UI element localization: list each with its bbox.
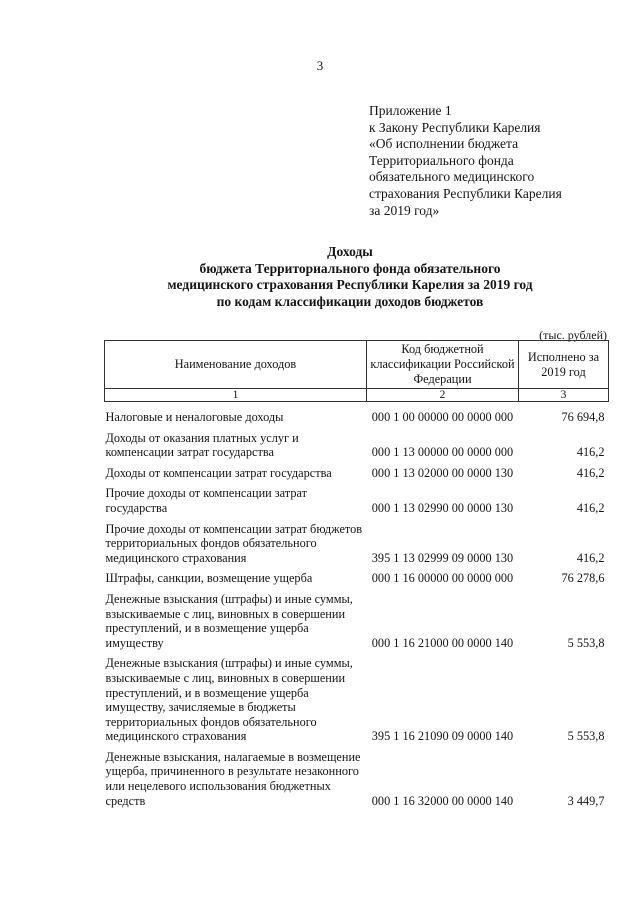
column-number: 3: [519, 389, 609, 402]
column-number: 2: [367, 389, 519, 402]
table-row: [105, 519, 609, 569]
table-row: [105, 428, 609, 463]
row-code: 000 1 16 00000 00 0000 000: [371, 571, 514, 586]
row-code: 000 1 00 00000 00 0000 000: [371, 410, 514, 424]
table-row: [105, 747, 609, 811]
table-row: [105, 568, 609, 589]
header-amount: Исполнено за 2019 год: [519, 341, 609, 389]
row-code: 000 1 13 00000 00 0000 000: [371, 445, 514, 460]
appendix-line: Приложение 1: [369, 103, 452, 118]
document-title: [100, 244, 600, 310]
row-name: Доходы от компенсации затрат государства: [105, 465, 332, 480]
row-code: 395 1 16 21090 09 0000 140: [371, 729, 514, 744]
row-amount: 76 278,6: [561, 571, 605, 586]
row-code: 000 1 16 21000 00 0000 140: [371, 635, 514, 650]
row-name: Денежные взыскания, налагаемые в возмещение ущерба, причиненного в результате незаконного или нецелевого использования бюджетных средств: [105, 749, 361, 808]
title-line: медицинского страхования Республики Карелия за 2019 год: [167, 277, 533, 292]
row-amount: 416,2: [576, 550, 605, 565]
row-amount: 416,2: [576, 500, 605, 515]
appendix-line: обязательного медицинского: [369, 169, 535, 185]
row-name: Прочие доходы от компенсации затрат бюджетов территориальных фондов обязательного медицинского страхования: [105, 521, 363, 565]
appendix-line: страхования Республики Карелия: [369, 185, 562, 201]
row-code: 000 1 16 32000 00 0000 140: [371, 793, 514, 808]
row-name: Доходы от оказания платных услуг и компенсации затрат государства: [105, 430, 299, 460]
appendix-note: [369, 103, 609, 219]
title-line: Доходы: [327, 244, 373, 259]
income-table: [104, 340, 609, 811]
column-number-row: [105, 389, 609, 402]
row-amount: 5 553,8: [567, 729, 605, 744]
row-name: Денежные взыскания (штрафы) и иные суммы, взыскиваемые с лиц, виновных в совершении преступлений, и в возмещение ущерба имуществу, зачисляемые в бюджеты территориальных фондов обязательного медицинского страхования: [105, 656, 353, 744]
appendix-line: к Закону Республики Карелия: [369, 119, 541, 135]
appendix-line: Территориального фонда: [369, 152, 514, 168]
row-name: Налоговые и неналоговые доходы: [105, 410, 284, 424]
row-name: Денежные взыскания (штрафы) и иные суммы, взыскиваемые с лиц, виновных в совершении преступлений, и в возмещение ущерба имуществу: [105, 591, 353, 650]
title-line: бюджета Территориального фонда обязательного: [199, 260, 501, 276]
title-line: по кодам классификации доходов бюджетов: [216, 293, 484, 309]
table-row: [105, 402, 609, 428]
table-row: [105, 653, 609, 747]
table-header-row: [105, 341, 609, 389]
row-amount: 76 694,8: [561, 410, 605, 424]
row-amount: 3 449,7: [567, 793, 605, 808]
header-name: Наименование доходов: [105, 341, 367, 389]
table-row: [105, 463, 609, 484]
row-name: Прочие доходы от компенсации затрат государства: [105, 486, 307, 515]
row-amount: 416,2: [576, 445, 605, 460]
row-code: 395 1 13 02999 09 0000 130: [371, 550, 514, 565]
table-row: [105, 589, 609, 653]
page-number: 3: [316, 58, 324, 73]
units-label: (тыс. рублей): [539, 328, 607, 342]
row-amount: 5 553,8: [567, 635, 605, 650]
row-amount: 416,2: [576, 465, 605, 480]
table-row: [105, 483, 609, 518]
row-code: 000 1 13 02000 00 0000 130: [371, 465, 514, 480]
header-code: Код бюджетной классификации Российской Федерации: [367, 341, 519, 389]
row-code: 000 1 13 02990 00 0000 130: [371, 500, 514, 515]
appendix-line: «Об исполнении бюджета: [369, 136, 519, 152]
column-number: 1: [105, 389, 367, 402]
appendix-line: за 2019 год»: [369, 202, 440, 218]
row-name: Штрафы, санкции, возмещение ущерба: [105, 571, 313, 586]
